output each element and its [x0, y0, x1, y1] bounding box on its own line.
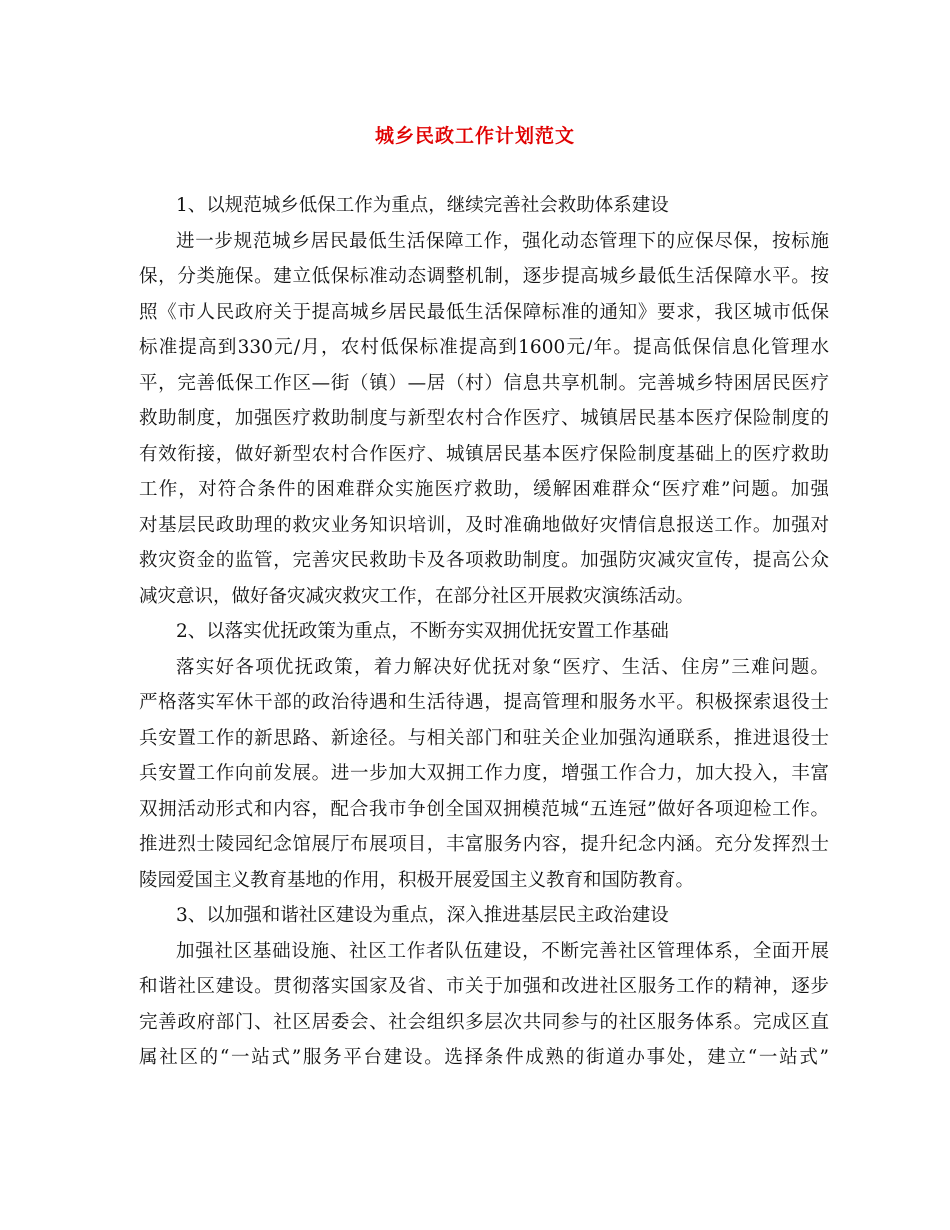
text-line: 陵园爱国主义教育基地的作用，积极开展爱国主义教育和国防教育。 — [139, 869, 695, 891]
text-line: 救助制度，加强医疗救助制度与新型农村合作医疗、城镇居民基本医疗保险制度的 — [139, 408, 829, 429]
document-body — [139, 188, 829, 1076]
text-line: 进一步规范城乡居民最低生活保障工作，强化动态管理下的应保尽保，按标施 — [176, 230, 829, 252]
document-title: 城乡民政工作计划范文 — [374, 125, 575, 147]
text-line: 救灾资金的监管，完善灾民救助卡及各项救助制度。加强防灾减灾宣传，提高公众 — [139, 550, 829, 571]
text-line: 照《市人民政府关于提高城乡居民最低生活保障标准的通知》要求，我区城市低保 — [139, 301, 829, 323]
text-line: 兵安置工作向前发展。进一步加大双拥工作力度，增强工作合力，加大投入，丰富 — [139, 763, 829, 784]
text-line: 加强社区基础设施、社区工作者队伍建设，不断完善社区管理体系，全面开展 — [176, 940, 829, 962]
text-line: 1、以规范城乡低保工作为重点，继续完善社会救助体系建设 — [176, 195, 669, 216]
text-line: 减灾意识，做好备灾减灾救灾工作，在部分社区开展救灾演练活动。 — [139, 585, 695, 607]
text-line: 和谐社区建设。贯彻落实国家及省、市关于加强和改进社区服务工作的精神，逐步 — [139, 976, 829, 997]
text-line: 严格落实军休干部的政治待遇和生活待遇，提高管理和服务水平。积极探索退役士 — [139, 692, 829, 713]
text-line: 有效衔接，做好新型农村合作医疗、城镇居民基本医疗保险制度基础上的医疗救助 — [139, 443, 829, 465]
text-line: 2、以落实优抚政策为重点，不断夯实双拥优抚安置工作基础 — [176, 621, 669, 642]
text-line: 落实好各项优抚政策，着力解决好优抚对象“医疗、生活、住房”三难问题。 — [176, 656, 829, 678]
text-line: 兵安置工作的新思路、新途径。与相关部门和驻关企业加强沟通联系，推进退役士 — [139, 727, 829, 749]
text-line: 标准提高到330元/月，农村低保标准提高到1600元/年。提高低保信息化管理水 — [139, 337, 829, 358]
text-line: 保，分类施保。建立低保标准动态调整机制，逐步提高城乡最低生活保障水平。按 — [139, 266, 829, 287]
text-line: 双拥活动形式和内容，配合我市争创全国双拥模范城“五连冠”做好各项迎检工作。 — [139, 798, 829, 820]
text-line: 属社区的“一站式”服务平台建设。选择条件成熟的街道办事处，建立“一站式” — [139, 1047, 829, 1068]
text-line: 推进烈士陵园纪念馆展厅布展项目，丰富服务内容，提升纪念内涵。充分发挥烈士 — [139, 834, 829, 855]
text-line: 工作，对符合条件的困难群众实施医疗救助，缓解困难群众“医疗难”问题。加强 — [139, 479, 829, 500]
text-line: 平，完善低保工作区—街（镇）—居（村）信息共享机制。完善城乡特困居民医疗 — [139, 372, 829, 394]
text-line: 3、以加强和谐社区建设为重点，深入推进基层民主政治建设 — [176, 905, 669, 926]
text-line: 完善政府部门、社区居委会、社会组织多层次共同参与的社区服务体系。完成区直 — [139, 1011, 829, 1033]
text-line: 对基层民政助理的救灾业务知识培训，及时准确地做好灾情信息报送工作。加强对 — [139, 514, 829, 536]
